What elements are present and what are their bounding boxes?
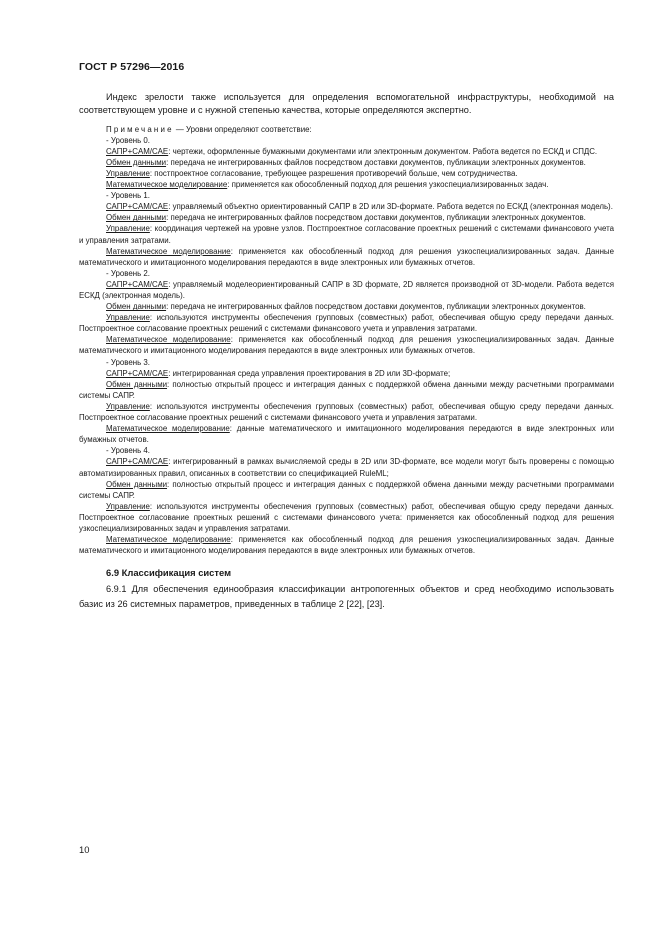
page-number: 10 <box>79 844 90 855</box>
section-heading: 6.9 Классификация систем <box>106 567 232 579</box>
note-item-term: Обмен данными <box>106 379 168 389</box>
note-item <box>79 201 614 212</box>
document-header: ГОСТ Р 57296—2016 <box>79 61 185 73</box>
note-item-text: : применяется как обособленный подход для решения узкоспециализированных задач. Данные математического и имитационного моделирования передаются в виде электронных или бумажных отчетов. <box>79 335 614 356</box>
note-level-title: - Уровень 2. <box>106 268 150 278</box>
note-item-term: Математическое моделирование <box>106 424 230 434</box>
document-body <box>79 91 614 611</box>
note-item <box>79 168 614 179</box>
note-item-text: : используются инструменты обеспечения групповых (совместных) работ, обеспечивая общую среду передачи данных. Постпроектное согласование проектных решений с системами финансового учета и управления затратами. <box>79 313 614 334</box>
note-item-term: Математическое моделирование <box>106 246 231 256</box>
note-item-term: Управление <box>106 313 150 323</box>
note-item-text: : применяется как обособленный подход для решения узкоспециализированных задач. Данные математического и имитационного моделирования передаются в виде электронных или бумажных отчетов. <box>79 535 614 556</box>
note-item-text: : интегрированная среда управления проектирования в 2D или 3D-формате; <box>168 368 451 378</box>
note-item <box>79 334 614 356</box>
note-item <box>79 479 614 501</box>
note-item-text: : применяется как обособленный подход для решения узкоспециализированных задач. Данные математического и имитационного моделирования передаются в виде электронных или бумажных отчетов. <box>79 246 614 267</box>
note-item-term: Управление <box>106 501 150 511</box>
note-item-text: : полностью открытый процесс и интеграция данных с поддержкой обмена данными между расчетными программами системы САПР. <box>79 379 614 400</box>
note-item-term: Математическое моделирование <box>106 535 231 545</box>
note-level-title: - Уровень 0. <box>106 135 150 145</box>
note-item-term: САПР+CAM/CAE <box>106 457 169 467</box>
note-item-text: : используются инструменты обеспечения групповых (совместных) работ, обеспечивая общую среду передачи данных. Постпроектное согласование проектных решений с системами финансового учета: применяется как обособленный подход для решения узкоспециализированных задач и управления затратами. <box>79 501 614 533</box>
note-item-text: : передача не интегрированных файлов посредством доставки документов, публикации электронных документов. <box>166 302 586 312</box>
note-item-term: САПР+CAM/CAE <box>106 146 169 156</box>
note-item-text: : интегрированный в рамках вычисляемой среды в 2D или 3D-формате, все модели могут быть проверены с помощью автоматизированных правил, описанных в соответствии со спецификацией RuleML; <box>79 457 614 478</box>
note-item-text: : применяется как обособленный подход для решения узкоспециализированных задач. <box>227 180 549 190</box>
note-item-text: : передача не интегрированных файлов посредством доставки документов, публикации электронных документов. <box>166 157 586 167</box>
note-item-term: Управление <box>106 224 150 234</box>
note-item-text: : полностью открытый процесс и интеграция данных с поддержкой обмена данными между расчетными программами системы САПР. <box>79 479 614 500</box>
note-item-term: Управление <box>106 168 150 178</box>
note-item-text: : передача не интегрированных файлов посредством доставки документов, публикации электронных документов. <box>166 213 586 223</box>
note-item-text: : чертежи, оформленные бумажными документами или электронным документом. Работа ведется по ЕСКД и СПДС. <box>168 146 598 156</box>
note-item <box>79 157 614 168</box>
note-intro-text: Уровни определяют соответствие: <box>185 124 312 134</box>
note-item-term: САПР+CAM/CAE <box>106 368 169 378</box>
note-item <box>79 279 614 301</box>
note-item <box>79 401 614 423</box>
note-item <box>79 312 614 334</box>
note-item-term: САПР+CAM/CAE <box>106 279 169 289</box>
note-item <box>79 223 614 245</box>
note-item <box>79 301 614 312</box>
note-item <box>79 246 614 268</box>
note-item <box>79 456 614 478</box>
note-item <box>79 423 614 445</box>
note-item-text: : постпроектное согласование, требующее разрешения противоречий больше, чем сотрудничества. <box>149 168 518 178</box>
note-level-title: - Уровень 4. <box>106 446 150 456</box>
section-paragraph: 6.9.1 Для обеспечения единообразия классификации антропогенных объектов и сред необходимо использовать базис из 26 системных параметров, приведенных в таблице 2 [22], [23]. <box>79 584 614 609</box>
note-item-text: : координация чертежей на уровне узлов. Постпроектное согласование проектных решений с системами финансового учета и управления затратами. <box>79 224 614 245</box>
note-item-term: Управление <box>106 401 150 411</box>
note-label: Примечание <box>106 124 174 134</box>
note-item <box>79 212 614 223</box>
note-item-text: : управляемый объектно ориентированный САПР в 2D или 3D-формате. Работа ведется по ЕСКД (электронная модель). <box>168 202 613 212</box>
note-item-term: Обмен данными <box>106 213 167 223</box>
note-item <box>79 501 614 534</box>
note-item-text: : используются инструменты обеспечения групповых (совместных) работ, обеспечивая общую среду передачи данных. Постпроектное согласование проектных решений с системами финансового учета и управления затратами. <box>79 401 614 423</box>
note-dash: — <box>173 124 186 134</box>
note-item-term: САПР+CAM/CAE <box>106 202 169 212</box>
note-item <box>79 368 614 379</box>
note-level-title: - Уровень 1. <box>106 191 150 201</box>
note-item-term: Математическое моделирование <box>106 335 231 345</box>
note-item <box>79 379 614 401</box>
note-level-title: - Уровень 3. <box>106 357 150 367</box>
note-heading <box>79 124 614 135</box>
note-item-term: Обмен данными <box>106 157 167 167</box>
note-item <box>79 146 614 157</box>
intro-paragraph: Индекс зрелости также используется для определения вспомогательной инфраструктуры, необходимой на соответствующем уровне и с нужной степенью качества, которые определяются экспертно. <box>79 92 614 116</box>
note-item-term: Обмен данными <box>106 302 167 312</box>
note-item-text: : управляемый моделеориентированный САПР в 3D формате, 2D является производной от 3D-модели. Работа ведется ЕСКД (электронная модель). <box>79 279 614 300</box>
note-item <box>79 179 614 190</box>
note-item-text: : данные математического и имитационного моделирования передаются в виде электронных или бумажных отчетов. <box>79 424 614 445</box>
note-item <box>79 534 614 556</box>
note-item-term: Обмен данными <box>106 479 168 489</box>
note-item-term: Математическое моделирование <box>106 180 228 190</box>
note-block <box>79 124 614 557</box>
